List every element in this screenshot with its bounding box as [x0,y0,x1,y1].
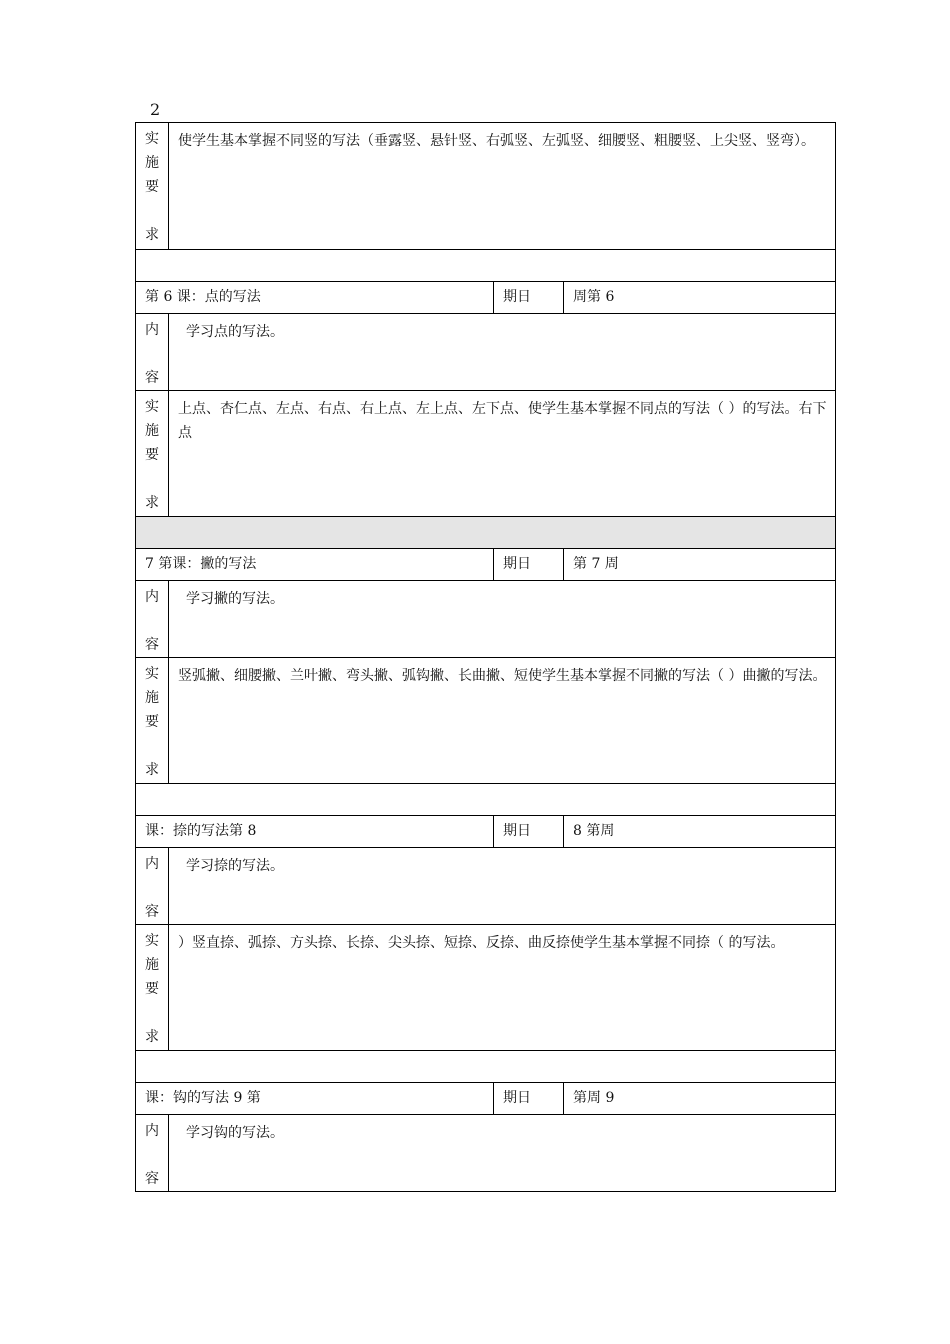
period-label: 期日 [494,549,564,581]
lesson8-week: 8 第周 [564,816,836,848]
spacer-row [136,784,836,816]
lesson5-requirement-row [136,123,836,250]
lesson8-content-row [136,848,836,925]
page-number: 2 [150,100,161,119]
spacer-row [136,1051,836,1083]
lesson8-title: 课：捺的写法第 8 [136,816,494,848]
spacer-row [136,250,836,282]
lesson8-requirement-row [136,925,836,1051]
content-label: 内 容 [136,1115,169,1192]
requirement-label: 实 施 要 求 [136,925,169,1051]
lesson9-title: 课：钩的写法 9 第 [136,1083,494,1115]
lesson-plan-table [135,122,836,1192]
lesson7-content-row [136,581,836,658]
lesson6-requirement-row [136,391,836,517]
lesson6-requirement-text: 上点、杏仁点、左点、右点、右上点、左上点、左下点、使学生基本掌握不同点的写法（ ）的写法。右下点 [169,391,836,517]
content-label: 内 容 [136,314,169,391]
lesson8-requirement-text: ）竖直捺、弧捺、方头捺、长捺、尖头捺、短捺、反捺、曲反捺使学生基本掌握不同捺（ 的写法。 [169,925,836,1051]
requirement-label: 实 施 要 求 [136,658,169,784]
requirement-label: 实 施 要 求 [136,391,169,517]
period-label: 期日 [494,816,564,848]
lesson7-title: 7 第课：撇的写法 [136,549,494,581]
lesson6-title: 第 6 课：点的写法 [136,282,494,314]
requirement-label: 实 施 要 求 [136,123,169,250]
lesson9-week: 第周 9 [564,1083,836,1115]
lesson9-header-row [136,1083,836,1115]
content-label: 内 容 [136,848,169,925]
period-label: 期日 [494,1083,564,1115]
lesson7-requirement-text: 竖弧撇、细腰撇、兰叶撇、弯头撇、弧钩撇、长曲撇、短使学生基本掌握不同撇的写法（ ）曲撇的写法。 [169,658,836,784]
lesson6-header-row [136,282,836,314]
lesson8-header-row [136,816,836,848]
lesson7-content-text: 学习撇的写法。 [169,581,836,658]
period-label: 期日 [494,282,564,314]
lesson9-content-row [136,1115,836,1192]
lesson8-content-text: 学习捺的写法。 [169,848,836,925]
lesson7-header-row [136,549,836,581]
lesson9-content-text: 学习钩的写法。 [169,1115,836,1192]
lesson6-week: 周第 6 [564,282,836,314]
lesson6-content-row [136,314,836,391]
content-label: 内 容 [136,581,169,658]
spacer-row [136,517,836,549]
lesson7-requirement-row [136,658,836,784]
lesson7-week: 第 7 周 [564,549,836,581]
lesson5-requirement-text: 使学生基本掌握不同竖的写法（垂露竖、悬针竖、右弧竖、左弧竖、细腰竖、粗腰竖、上尖竖、竖弯）。 [169,123,836,250]
lesson6-content-text: 学习点的写法。 [169,314,836,391]
